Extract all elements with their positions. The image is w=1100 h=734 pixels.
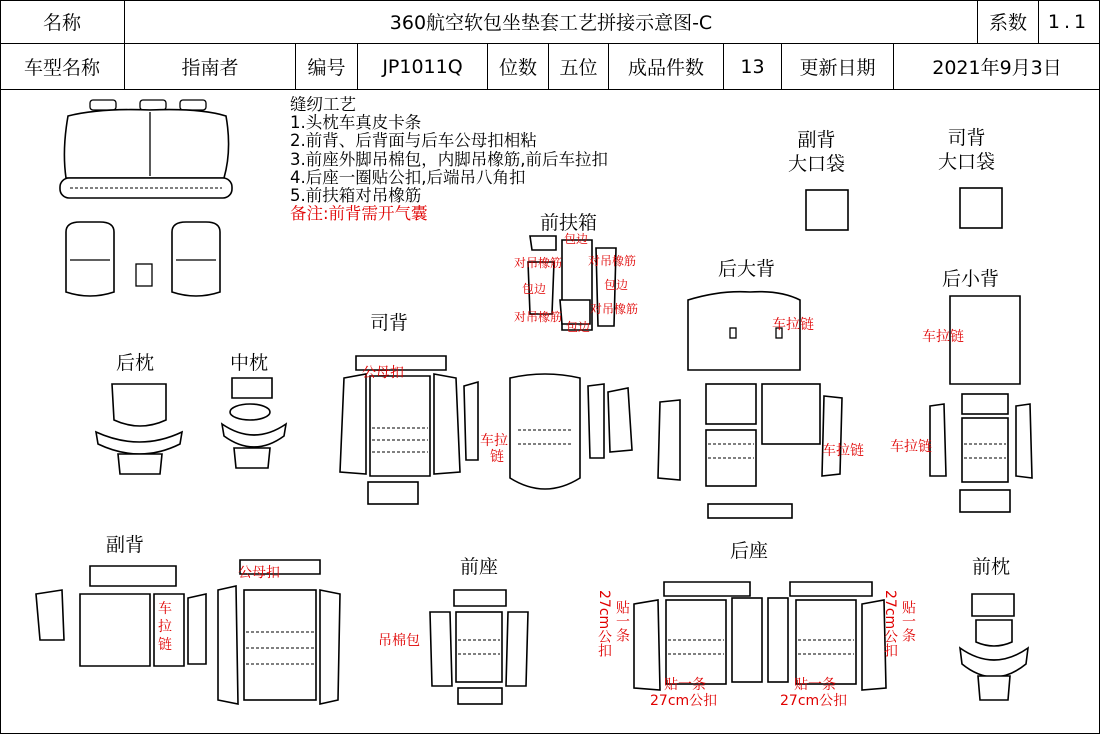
rear-pillow-pieces [96, 384, 182, 474]
rear-seat-side-snap-note: 27cm公扣 [596, 590, 612, 658]
front-seat-pieces [430, 590, 528, 704]
rear-bench-overview-icon [60, 100, 232, 198]
notes-remark: 备注:前背需开气囊 [290, 204, 428, 224]
page-title: 360航空软包坐垫套工艺拼接示意图-C [389, 12, 713, 34]
sub-back-zipper-v2: 拉 [158, 619, 172, 635]
sub-back-label: 副背 [106, 534, 145, 556]
sub-back-pocket-line1: 副背 [797, 129, 836, 151]
armrest-elastic-note: 对吊橡筋 [514, 310, 563, 324]
rear-pillow-label: 后枕 [116, 352, 155, 374]
front-seat-cotton-note: 吊棉包 [378, 633, 420, 649]
rear-seat-side-stick-note: 贴一条 [614, 600, 630, 642]
rear-big-back-label: 后大背 [718, 258, 776, 280]
series-value: 1.1 [1047, 10, 1091, 33]
armrest-wrap-edge-note: 包边 [604, 278, 629, 292]
rear-seat-stick-note: 贴一条 [664, 677, 706, 693]
pieces-value: 13 [740, 55, 765, 78]
rear-big-back-pieces [658, 292, 842, 518]
sub-back-pocket-label [788, 128, 845, 176]
rear-seat-stick-note: 贴一条 [794, 677, 836, 693]
pieces-label: 成品件数 [627, 57, 704, 79]
rear-seat-label: 后座 [730, 540, 769, 562]
rear-seat-snap-note: 27cm公扣 [780, 693, 848, 709]
rear-seat-snap-note: 27cm公扣 [650, 693, 718, 709]
armrest-elastic-note: 对吊橡筋 [588, 254, 637, 268]
series-label: 系数 [988, 12, 1027, 34]
driver-back-pocket-label [938, 126, 995, 174]
driver-back-zipper-note-b: 链 [490, 449, 504, 465]
driver-back-pocket-line2: 大口袋 [938, 151, 996, 173]
rear-small-back-label: 后小背 [942, 268, 1000, 290]
note-item: 4.后座一圈贴公扣,后端吊八角扣 [290, 167, 526, 187]
driver-back-zipper-note-a: 车拉 [480, 433, 508, 449]
seats-value: 五位 [559, 57, 598, 79]
note-item: 5.前扶箱对吊橡筋 [290, 186, 422, 206]
rear-big-back-zipper-note: 车拉链 [822, 443, 864, 459]
name-label: 名称 [42, 12, 81, 34]
front-armrest-label: 前扶箱 [540, 212, 598, 234]
armrest-wrap-edge-note: 包边 [522, 282, 547, 296]
armrest-elastic-note: 对吊橡筋 [590, 302, 639, 316]
code-value: JP1011Q [382, 55, 463, 78]
update-value: 2021年9月3日 [932, 57, 1062, 79]
sub-back-pocket-line2: 大口袋 [788, 153, 846, 175]
seats-label: 位数 [498, 57, 537, 79]
sub-back-pocket-piece [806, 190, 848, 230]
model-value: 指南者 [181, 57, 239, 79]
driver-back-label: 司背 [370, 312, 409, 334]
front-pillow-label: 前枕 [972, 556, 1011, 578]
middle-pillow-pieces [222, 378, 286, 468]
note-item: 2.前背、后背面与后车公母扣相粘 [290, 131, 537, 151]
sub-back-pieces [36, 560, 340, 704]
update-label: 更新日期 [799, 57, 876, 79]
mid-pillow-label: 中枕 [230, 352, 269, 374]
sub-back-zipper-v3: 链 [158, 637, 172, 653]
rear-seat-side-stick-note: 贴一条 [900, 600, 916, 642]
driver-back-pocket-piece [960, 188, 1002, 228]
rear-small-back-zipper-note: 车拉链 [922, 329, 964, 345]
sub-back-snap-note: 公母扣 [238, 565, 280, 581]
sub-back-zipper-v1: 车 [158, 601, 172, 617]
armrest-wrap-edge-note: 包边 [566, 320, 591, 334]
rear-big-back-zipper-note: 车拉链 [772, 317, 814, 333]
rear-small-back-zipper-note: 车拉链 [890, 439, 932, 455]
front-seats-overview-icon [66, 222, 220, 296]
driver-back-pocket-line1: 司背 [947, 127, 986, 149]
driver-back-snap-note: 公母扣 [362, 365, 404, 381]
armrest-wrap-edge-note: 包边 [564, 232, 589, 246]
front-seat-label: 前座 [460, 556, 499, 578]
model-label: 车型名称 [23, 57, 100, 79]
note-item: 3.前座外脚吊棉包，内脚吊橡筋,前后车拉扣 [290, 149, 608, 169]
sewing-notes [290, 96, 608, 223]
rear-seat-side-snap-note: 27cm公扣 [882, 590, 898, 658]
front-pillow-pieces [960, 594, 1028, 700]
code-label: 编号 [307, 57, 346, 79]
armrest-elastic-note: 对吊橡筋 [514, 256, 563, 270]
notes-heading: 缝纫工艺 [290, 95, 356, 114]
note-item: 1.头枕车真皮卡条 [290, 113, 422, 133]
